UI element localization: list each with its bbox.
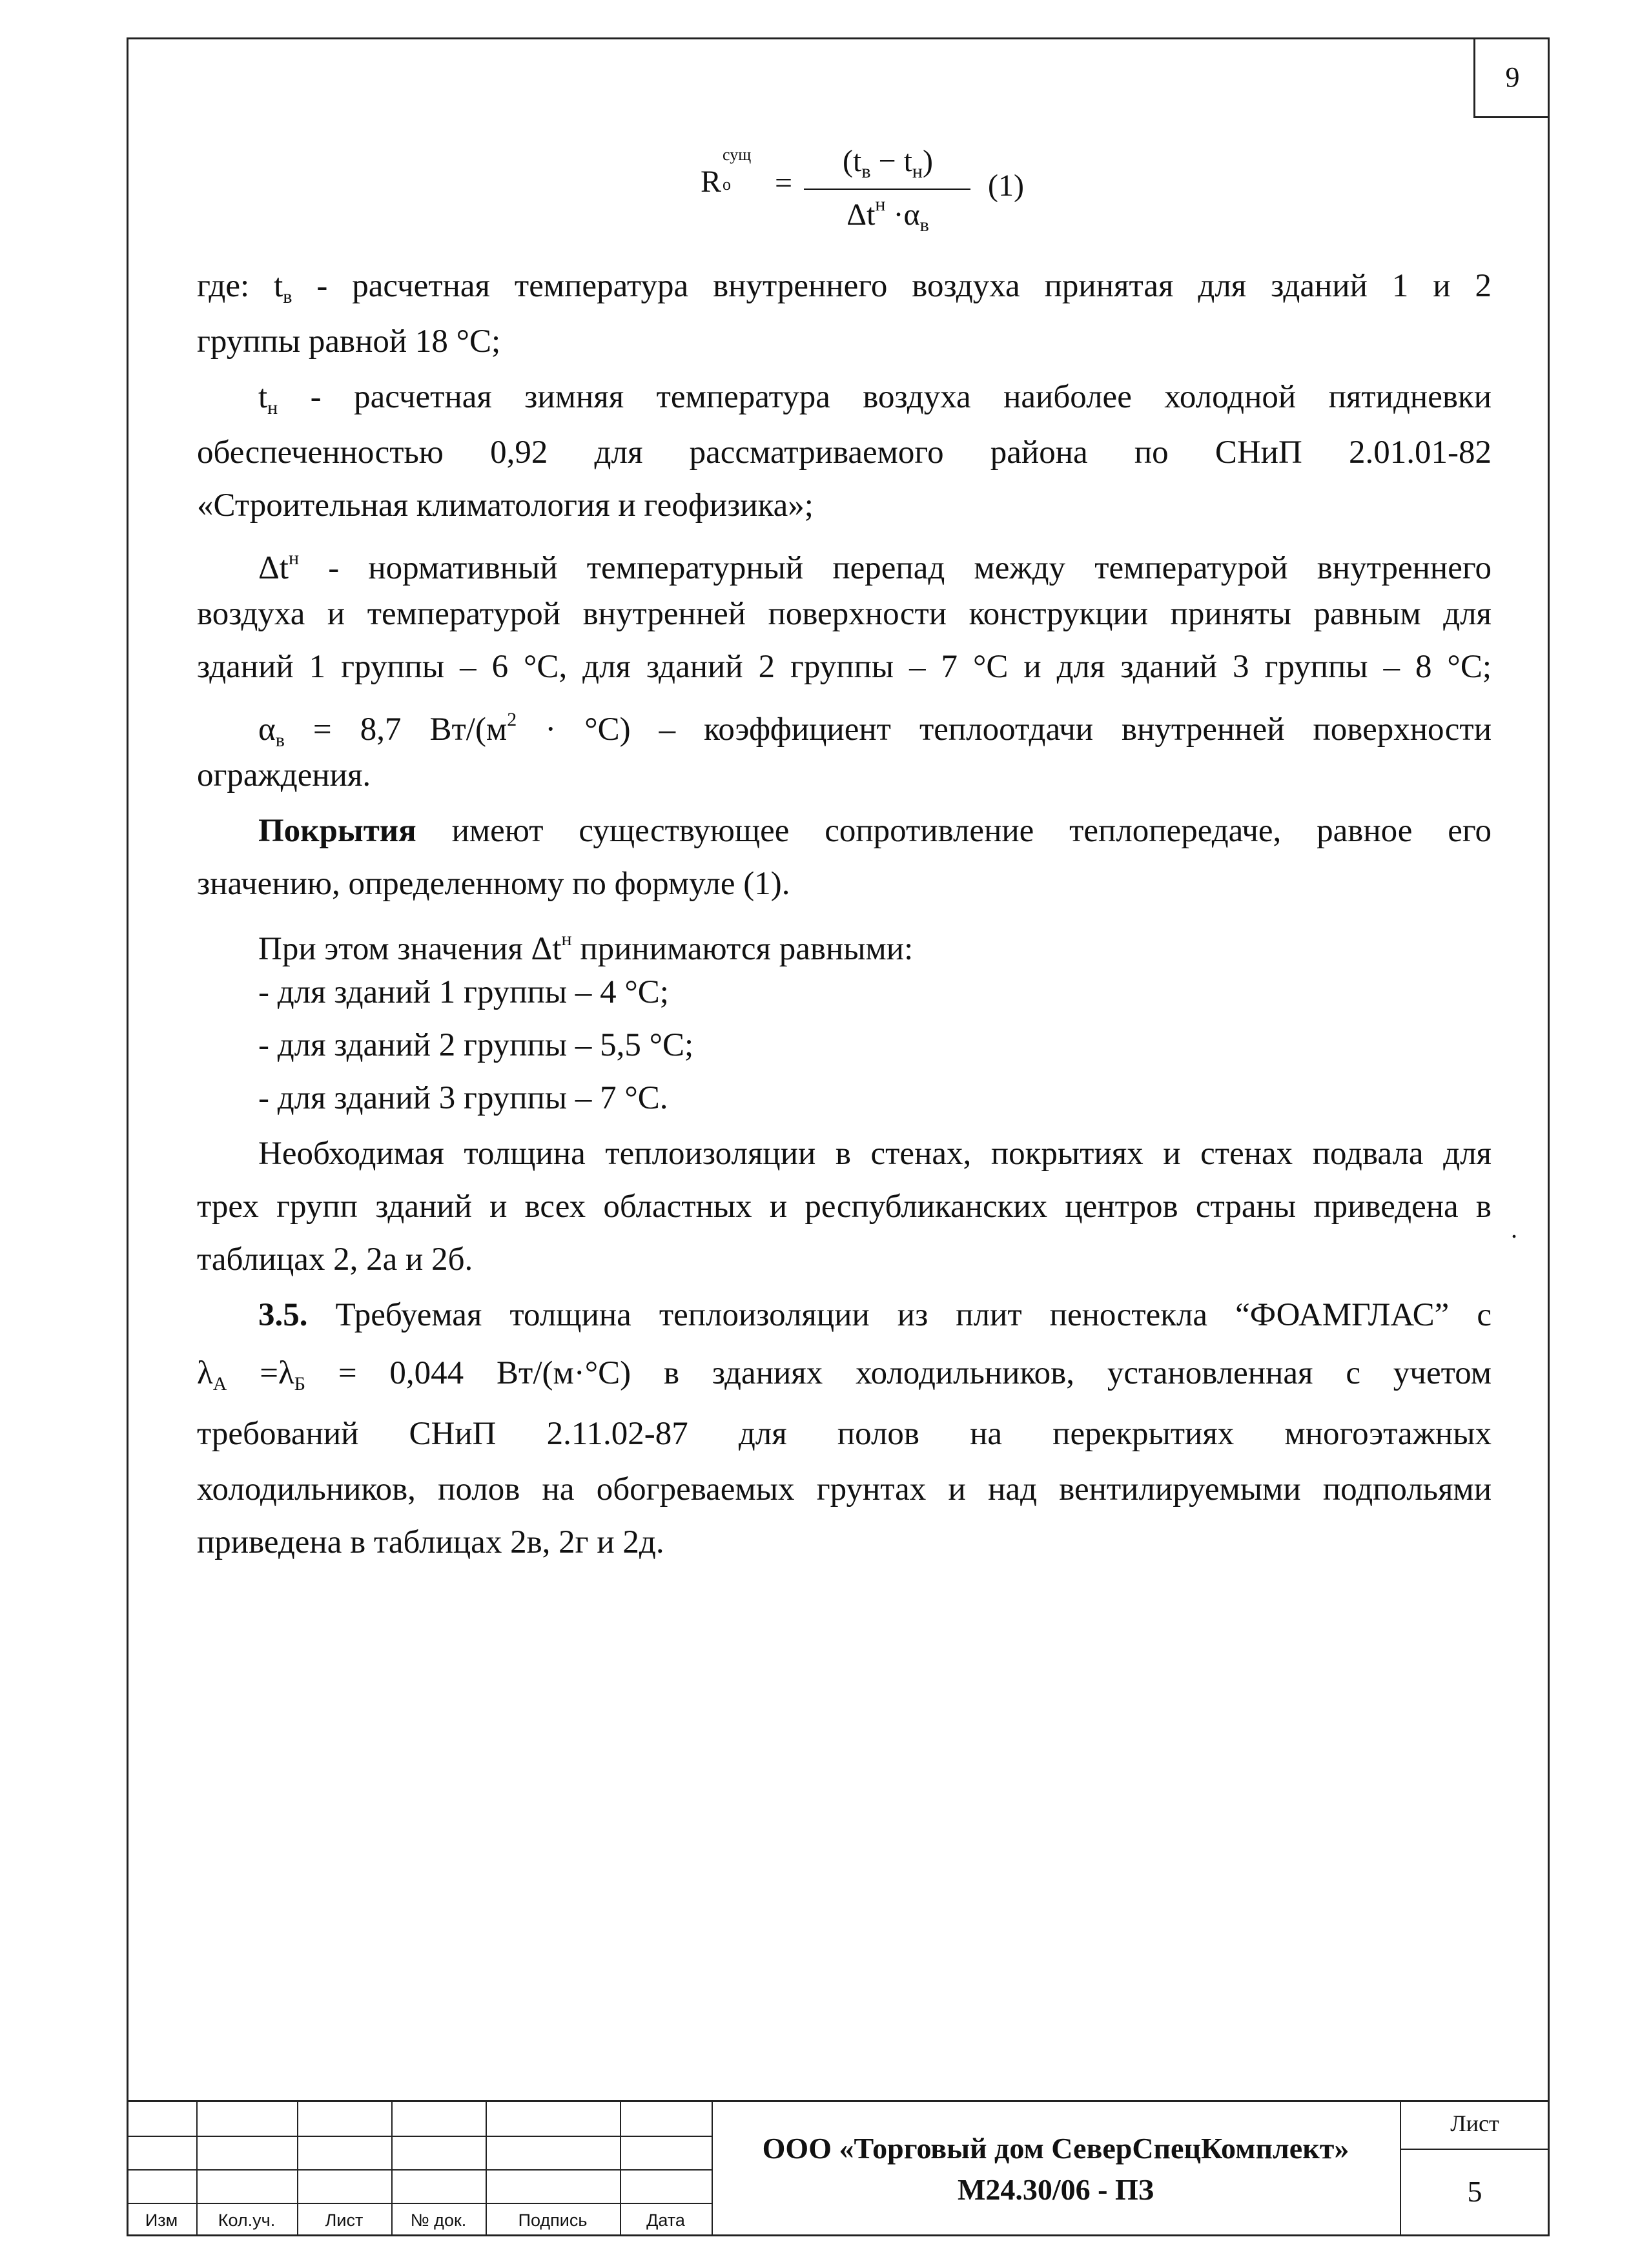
list-item-1: - для зданий 1 группы – 4 °С;: [258, 974, 669, 1010]
text-line-21: $\lambda_А =\lambda_Б = 0,044$ Вт/(м·°С) в зданиях холодильников, установленная с учетом: [197, 1355, 1492, 1395]
list-item-2: - для зданий 2 группы – 5,5 °С;: [258, 1027, 694, 1063]
stamp-label-signature: Подпись: [518, 2211, 588, 2230]
formula-lhs: R сущ о: [701, 145, 752, 199]
stamp-row-line: [127, 2169, 712, 2171]
list-item-3: - для зданий 3 группы – 7 °С.: [258, 1080, 668, 1116]
text-line-6: $\Delta t^н$ - нормативный температурный перепад между температурой внутреннего: [258, 547, 1492, 586]
company-name: ООО «Торговый дом СеверСпецКомплект»: [762, 2132, 1349, 2165]
formula-equals: =: [775, 166, 793, 200]
text-line-22: требований СНиП 2.11.02-87 для полов на перекрытиях многоэтажных: [197, 1416, 1492, 1452]
formula-number: (1): [988, 169, 1024, 203]
stamp-label-doc-no: № док.: [410, 2211, 467, 2230]
text-line-5: «Строительная климатология и геофизика»;: [197, 487, 814, 524]
text-line-10: ограждения.: [197, 757, 371, 793]
page-number: 9: [1473, 37, 1550, 118]
text-line-18: трех групп зданий и всех областных и республиканских центров страны приведена в: [197, 1189, 1492, 1225]
fraction-bar: [804, 189, 970, 190]
company-block: [712, 2128, 1400, 2211]
document-code: М24.30/06 - ПЗ: [957, 2173, 1154, 2206]
sheet-number: 5: [1467, 2175, 1482, 2208]
sheet-label: Лист: [1450, 2110, 1499, 2136]
formula-numerator: $(t_в - t_н)$: [843, 144, 933, 182]
stamp-row-line: [127, 2136, 712, 2137]
text-line-3: $t_н$ - расчетная зимняя температура воздуха наиболее холодной пятидневки: [258, 379, 1492, 418]
title-block: [127, 2100, 1550, 2236]
text-line-2: группы равной 18 °С;: [197, 323, 501, 360]
text-line-8: зданий 1 группы – 6 °С, для зданий 2 группы – 7 °С и для зданий 3 группы – 8 °С;: [197, 649, 1492, 685]
text-line-11: Покрытия имеют существующее сопротивление теплопередаче, равное его: [258, 813, 1492, 849]
text-line-23: холодильников, полов на обогреваемых грунтах и над вентилируемыми подпольями: [197, 1471, 1492, 1507]
text-line-19: таблицах 2, 2а и 2б.: [197, 1241, 473, 1278]
stamp-label-kol-uch: Кол.уч.: [218, 2211, 276, 2230]
formula-denominator: $\Delta t^н \cdot\alpha_в$: [846, 194, 929, 236]
text-line-20: 3.5. Требуемая толщина теплоизоляции из плит пеностекла “ФОАМГЛАС” с: [258, 1297, 1492, 1333]
text-line-4: обеспеченностью 0,92 для рассматриваемого района по СНиП 2.01.01-82: [197, 434, 1492, 471]
formula-1: [701, 143, 1024, 247]
text-line-17: Необходимая толщина теплоизоляции в стенах, покрытиях и стенах подвала для: [258, 1136, 1492, 1172]
stray-mark: .: [1511, 1214, 1517, 1243]
text-line-12: значению, определенному по формуле (1).: [197, 866, 790, 902]
text-line-24: приведена в таблицах 2в, 2г и 2д.: [197, 1524, 664, 1560]
stamp-label-izm: Изм: [145, 2211, 178, 2230]
stamp-label-date: Дата: [646, 2211, 685, 2230]
text-line-1: где: $t_в$ - расчетная температура внутреннего воздуха принятая для зданий 1 и 2: [197, 268, 1492, 307]
stamp-label-list: Лист: [325, 2211, 364, 2230]
text-line-9: $\alpha_в = 8,7$ $Вт/(м^2 \cdot ^\circ С)$ – коэффициент теплоотдачи внутренней поверхности: [258, 709, 1492, 751]
stamp-row-line: [1400, 2149, 1550, 2150]
text-line-7: воздуха и температурой внутренней поверхности конструкции приняты равным для: [197, 596, 1492, 632]
text-line-13: При этом значения $\Delta t^н$ принимаются равными:: [258, 928, 914, 967]
